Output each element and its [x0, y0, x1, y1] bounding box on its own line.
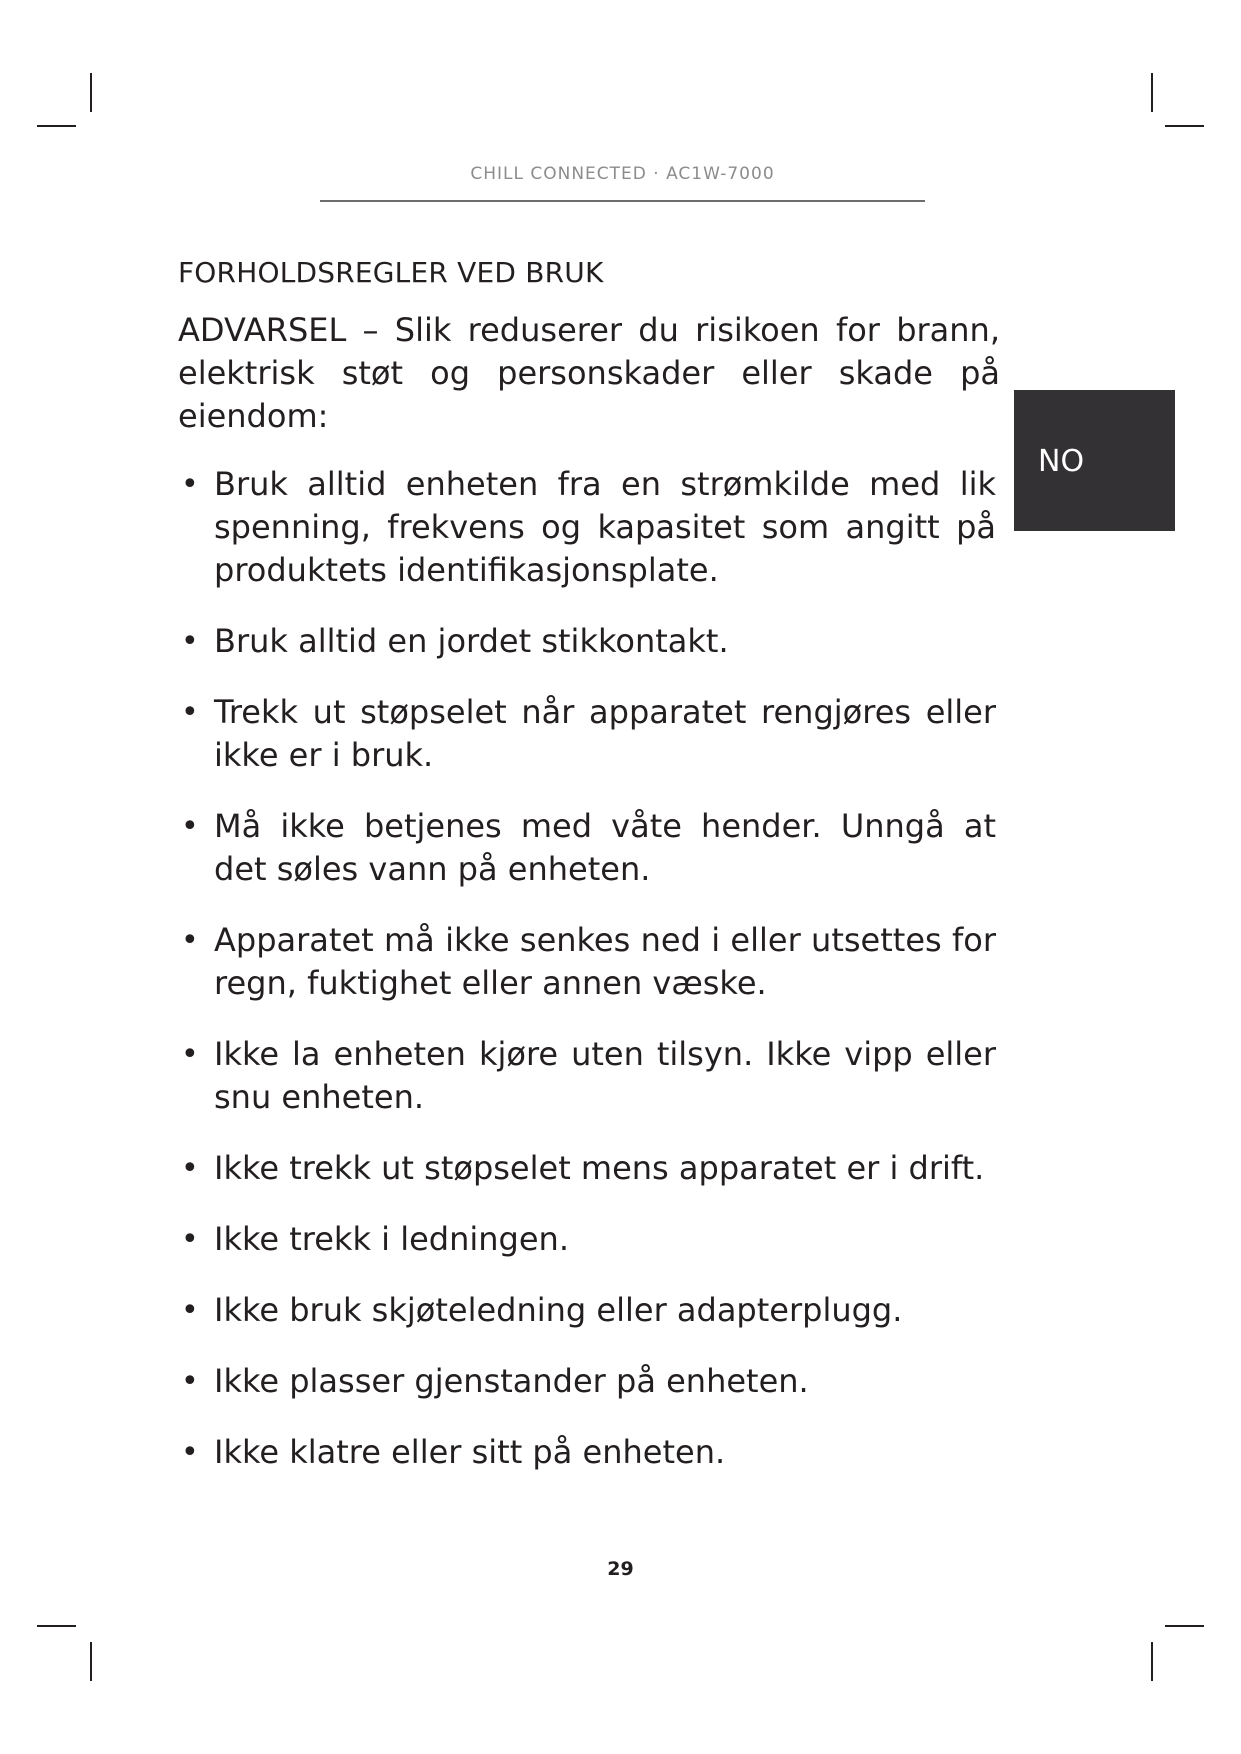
- crop-mark-bottom-left-vertical: [90, 1642, 92, 1681]
- section-title: FORHOLDSREGLER VED BRUK: [178, 256, 604, 289]
- bullet-icon: •: [181, 624, 199, 659]
- list-item: [178, 1360, 996, 1403]
- list-item-text: Ikke la enheten kjøre uten tilsyn. Ikke vipp eller snu enheten.: [214, 1035, 996, 1116]
- list-item-text: Må ikke betjenes med våte hender. Unngå at det søles vann på enheten.: [214, 807, 996, 888]
- list-item: [178, 919, 996, 1005]
- list-item-text: Ikke klatre eller sitt på enheten.: [214, 1433, 726, 1471]
- bullet-icon: •: [181, 1364, 199, 1399]
- bullet-icon: •: [181, 1293, 199, 1328]
- crop-mark-top-right-vertical: [1151, 73, 1153, 112]
- list-item-text: Ikke bruk skjøteledning eller adapterplugg.: [214, 1291, 903, 1329]
- list-item: [178, 691, 996, 777]
- bullet-icon: •: [181, 923, 199, 958]
- precautions-list: [178, 463, 996, 1502]
- language-tab: [1014, 390, 1175, 531]
- list-item-text: Ikke trekk i ledningen.: [214, 1220, 569, 1258]
- header-rule: [320, 200, 925, 202]
- crop-mark-bottom-right-vertical: [1151, 1642, 1153, 1681]
- list-item-text: Ikke plasser gjenstander på enheten.: [214, 1362, 809, 1400]
- list-item: [178, 1431, 996, 1474]
- bullet-icon: •: [181, 1435, 199, 1470]
- bullet-icon: •: [181, 1037, 199, 1072]
- list-item: [178, 1147, 996, 1190]
- list-item-text: Bruk alltid enheten fra en strømkilde med lik spenning, frekvens og kapasitet som angitt på produktets identifikasjonsplate.: [214, 465, 996, 589]
- list-item-text: Ikke trekk ut støpselet mens apparatet er i drift.: [214, 1149, 985, 1187]
- list-item: [178, 463, 996, 592]
- list-item-text: Bruk alltid en jordet stikkontakt.: [214, 622, 729, 660]
- list-item-text: Trekk ut støpselet når apparatet rengjøres eller ikke er i bruk.: [214, 693, 996, 774]
- list-item: [178, 1218, 996, 1261]
- warning-paragraph: ADVARSEL – Slik reduserer du risikoen for brann, elektrisk støt og personskader eller skade på eiendom:: [178, 311, 1000, 435]
- list-item: [178, 1033, 996, 1119]
- bullet-icon: •: [181, 695, 199, 730]
- language-tab-label: NO: [1038, 444, 1085, 479]
- bullet-icon: •: [181, 1151, 199, 1186]
- crop-mark-top-left-horizontal: [37, 125, 76, 127]
- crop-mark-bottom-right-horizontal: [1165, 1625, 1204, 1627]
- bullet-icon: •: [181, 809, 199, 844]
- bullet-icon: •: [181, 1222, 199, 1257]
- list-item: [178, 620, 996, 663]
- crop-mark-top-left-vertical: [90, 73, 92, 112]
- bullet-icon: •: [181, 467, 199, 502]
- list-item: [178, 805, 996, 891]
- list-item-text: Apparatet må ikke senkes ned i eller utsettes for regn, fuktighet eller annen væske.: [214, 921, 996, 1002]
- page-number: 29: [607, 1558, 634, 1580]
- list-item: [178, 1289, 996, 1332]
- running-header: CHILL CONNECTED · AC1W-7000: [470, 164, 775, 184]
- crop-mark-bottom-left-horizontal: [37, 1625, 76, 1627]
- crop-mark-top-right-horizontal: [1165, 125, 1204, 127]
